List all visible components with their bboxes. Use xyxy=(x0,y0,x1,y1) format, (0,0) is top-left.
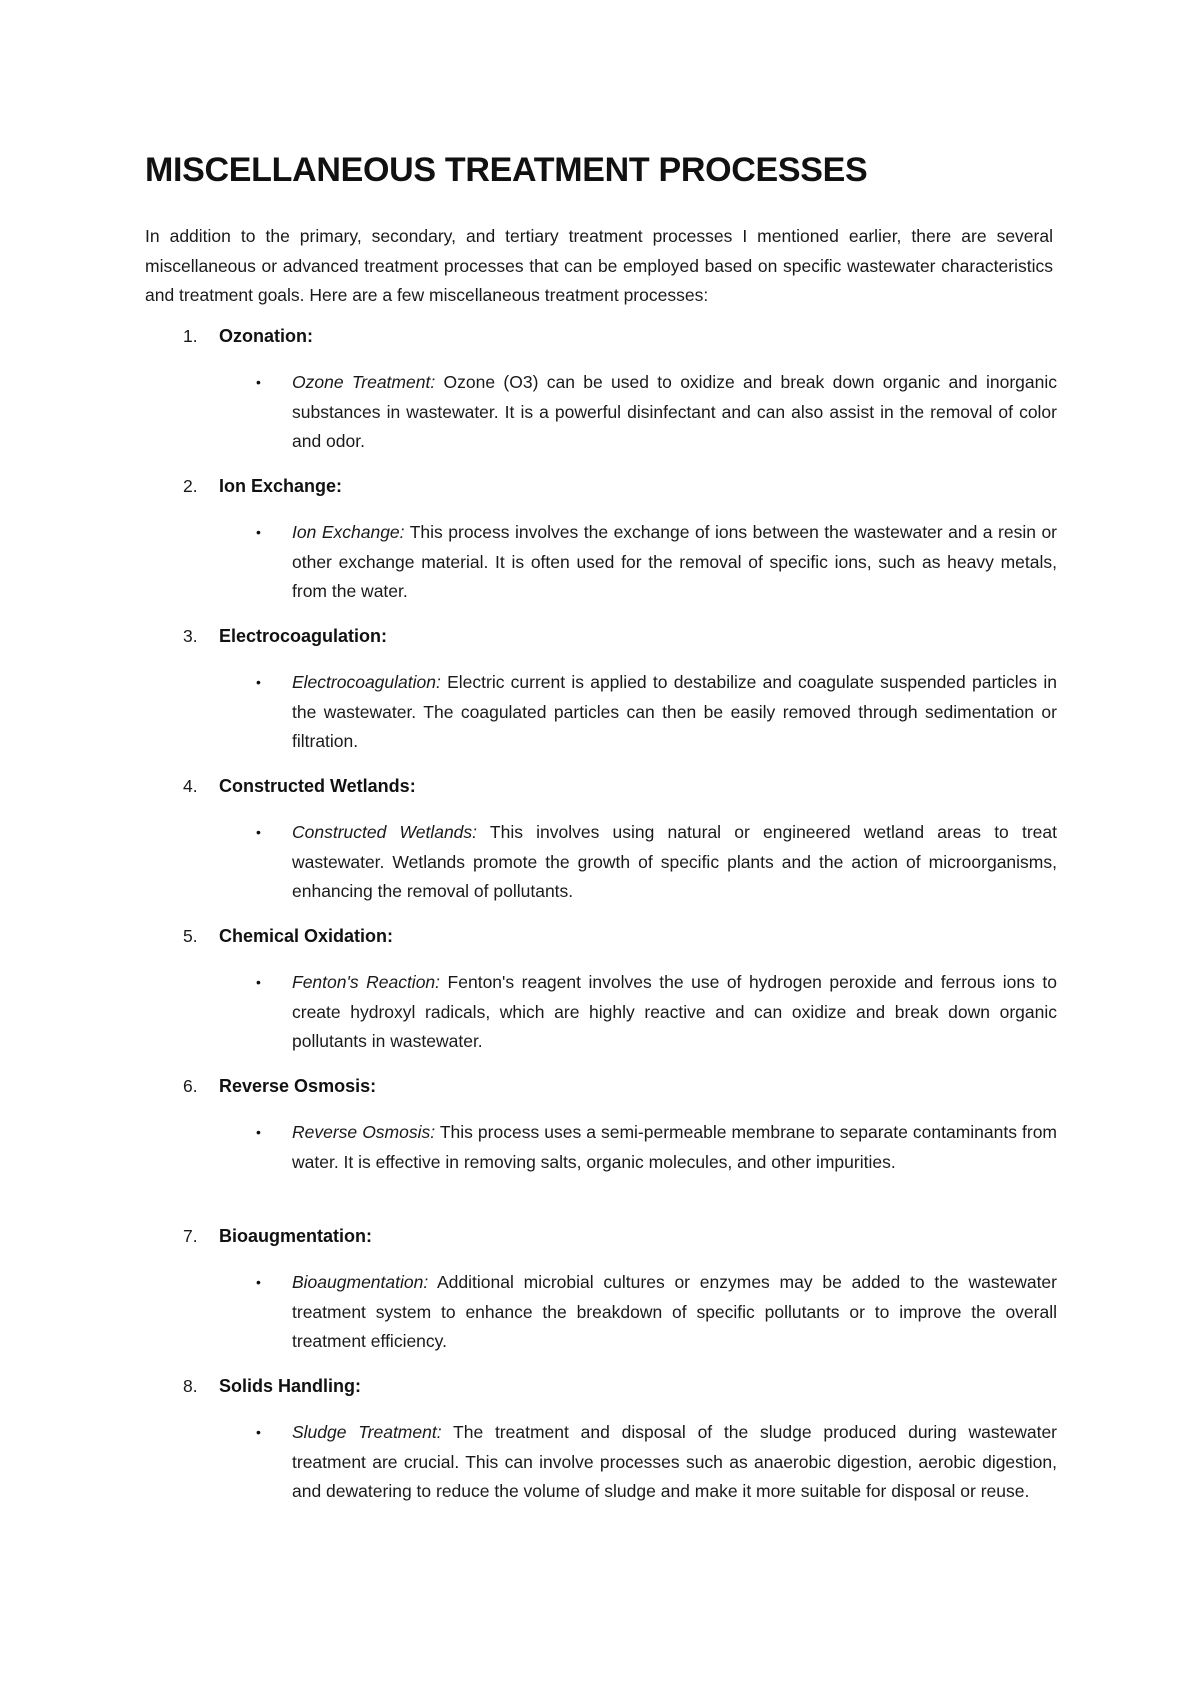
item-label: Constructed Wetlands: xyxy=(292,822,478,842)
item-text: This process involves the exchange of ions between the wastewater and a resin or other exchange material. It is often used for the removal of specific ions, such as heavy metals, from the water. xyxy=(292,522,1058,601)
section-description xyxy=(292,518,1057,607)
item-label: Bioaugmentation: xyxy=(292,1272,429,1292)
bullet-icon: • xyxy=(256,824,261,840)
section-heading: Constructed Wetlands: xyxy=(219,776,416,796)
section-number: 8. xyxy=(183,1376,198,1396)
item-text: Additional microbial cultures or enzymes may be added to the wastewater treatment system to enhance the breakdown of specific pollutants or to improve the overall treatment efficiency. xyxy=(292,1272,1057,1351)
section-number: 2. xyxy=(183,476,198,496)
section-number: 7. xyxy=(183,1226,198,1246)
bullet-icon: • xyxy=(256,1124,261,1140)
section-number: 6. xyxy=(183,1076,198,1096)
item-label: Reverse Osmosis: xyxy=(292,1122,436,1142)
item-label: Ion Exchange: xyxy=(292,522,405,542)
item-label: Sludge Treatment: xyxy=(292,1422,442,1442)
bullet-icon: • xyxy=(256,1274,261,1290)
section-description xyxy=(292,668,1057,757)
section-description xyxy=(292,368,1057,457)
section-heading: Bioaugmentation: xyxy=(219,1226,372,1246)
section-number: 5. xyxy=(183,926,198,946)
item-text: The treatment and disposal of the sludge produced during wastewater treatment are crucial. This can involve processes such as anaerobic digestion, aerobic digestion, and dewatering to reduce the volume of sludge and make it more suitable for disposal or reuse. xyxy=(292,1422,1058,1501)
section-number: 1. xyxy=(183,326,198,346)
page-title: MISCELLANEOUS TREATMENT PROCESSES xyxy=(145,151,868,189)
item-text: This process uses a semi-permeable membrane to separate contaminants from water. It is effective in removing salts, organic molecules, and other impurities. xyxy=(292,1122,1058,1172)
item-label: Electrocoagulation: xyxy=(292,672,441,692)
section-description xyxy=(292,818,1057,907)
item-text: Electric current is applied to destabilize and coagulate suspended particles in the wastewater. The coagulated particles can then be easily removed through sedimentation or filtration. xyxy=(292,672,1057,751)
section-heading: Reverse Osmosis: xyxy=(219,1076,377,1096)
item-text: Fenton's reagent involves the use of hydrogen peroxide and ferrous ions to create hydroxyl radicals, which are highly reactive and can oxidize and break down organic pollutants in wastewater. xyxy=(292,972,1057,1051)
bullet-icon: • xyxy=(256,524,261,540)
bullet-icon: • xyxy=(256,974,261,990)
section-description xyxy=(292,1418,1057,1507)
section-heading: Chemical Oxidation: xyxy=(219,926,394,946)
section-heading: Ozonation: xyxy=(219,326,313,346)
section-number: 4. xyxy=(183,776,198,796)
item-text: This involves using natural or engineered wetland areas to treat wastewater. Wetlands promote the growth of specific plants and the action of microorganisms, enhancing the removal of pollutants. xyxy=(292,822,1057,901)
section-description xyxy=(292,1268,1057,1357)
section-description xyxy=(292,968,1057,1057)
section-heading: Solids Handling: xyxy=(219,1376,361,1396)
section-number: 3. xyxy=(183,626,198,646)
bullet-icon: • xyxy=(256,374,261,390)
item-text: Ozone (O3) can be used to oxidize and break down organic and inorganic substances in wastewater. It is a powerful disinfectant and can also assist in the removal of color and odor. xyxy=(292,372,1057,451)
item-label: Ozone Treatment: xyxy=(292,372,436,392)
bullet-icon: • xyxy=(256,1424,261,1440)
item-label: Fenton's Reaction: xyxy=(292,972,441,992)
section-description xyxy=(292,1118,1057,1177)
section-heading: Ion Exchange: xyxy=(219,476,343,496)
section-heading: Electrocoagulation: xyxy=(219,626,388,646)
bullet-icon: • xyxy=(256,674,261,690)
intro-paragraph: In addition to the primary, secondary, and tertiary treatment processes I mentioned earlier, there are several miscellaneous or advanced treatment processes that can be employed based on specific wastewater characteristics and treatment goals. Here are a few miscellaneous treatment processes: xyxy=(145,226,1053,305)
